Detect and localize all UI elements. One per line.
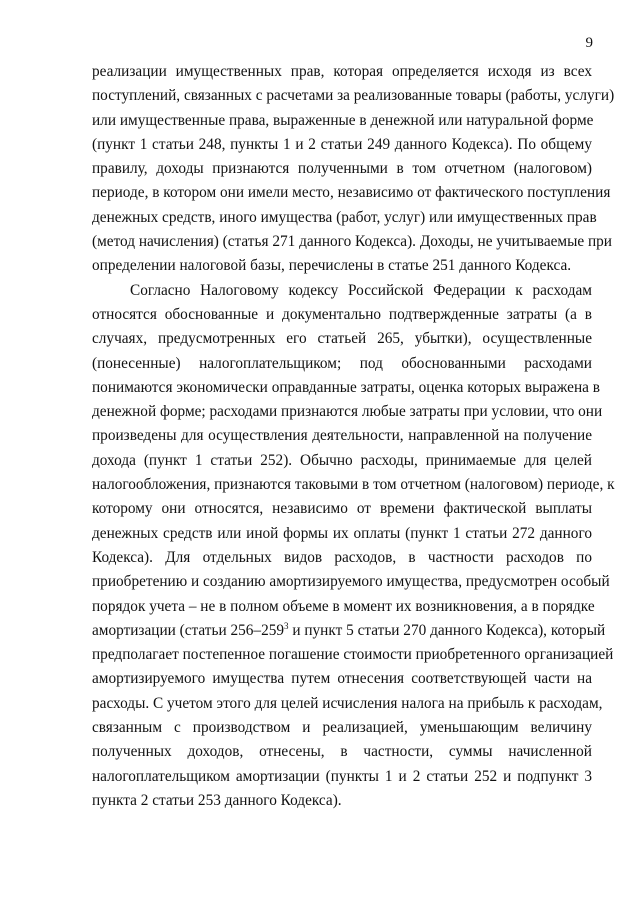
text-line: (метод начисления) (статья 271 данного Кодекса). Доходы, не учитываемые при [92, 233, 612, 251]
superscript: 3 [284, 620, 289, 631]
text-line: налогоплательщиком амортизации (пункты 1 и 2 статьи 252 и подпункт 3 [92, 767, 592, 785]
text-line: периоде, в котором они имели место, независимо от фактического поступления [92, 184, 611, 202]
text-line: порядок учета – не в полном объеме в момент их возникновения, а в порядке [92, 597, 595, 615]
text-line: денежной форме; расходами признаются любые затраты при условии, что они [92, 403, 603, 421]
text-line: произведены для осуществления деятельности, направленной на получение [92, 427, 592, 445]
text-line: денежных средств или иной формы их оплаты (пункт 1 статьи 272 данного [92, 524, 592, 542]
text-line-with-superscript [92, 619, 606, 643]
text-line: относятся обоснованные и документально подтвержденные затраты (а в [92, 305, 592, 323]
text-fragment: амортизации (статьи 256–259 [92, 621, 285, 639]
text-line: амортизируемого имущества путем отнесения соответствующей части на [92, 670, 592, 688]
text-line: денежных средств, иного имущества (работ, услуг) или имущественных прав [92, 208, 597, 226]
text-line: пункта 2 статьи 253 данного Кодекса). [92, 791, 342, 809]
text-line: правилу, доходы признаются полученными в том отчетном (налоговом) [92, 160, 592, 178]
text-line: поступлений, связанных с расчетами за реализованные товары (работы, услуги) [92, 87, 615, 105]
text-fragment: и пункт 5 статьи 270 данного Кодекса), который [288, 621, 606, 639]
paragraph-1 [92, 60, 615, 279]
text-line: которому они относятся, независимо от времени фактической выплаты [92, 500, 592, 518]
text-line: приобретению и созданию амортизируемого имущества, предусмотрен особый [92, 573, 610, 591]
text-line: Кодекса). Для отдельных видов расходов, в частности расходов по [92, 548, 592, 566]
text-line: Согласно Налоговому кодексу Российской Федерации к расходам [130, 281, 592, 299]
page-number: 9 [585, 35, 593, 51]
paragraph-2 [92, 279, 615, 814]
text-line: или имущественные права, выраженные в денежной или натуральной форме [92, 111, 594, 129]
text-line: полученных доходов, отнесены, в частности, суммы начисленной [92, 743, 592, 761]
text-line: расходы. С учетом этого для целей исчисления налога на прибыль к расходам, [92, 694, 603, 712]
text-line: налогообложения, признаются таковыми в том отчетном (налоговом) периоде, к [92, 476, 615, 494]
text-line: (пункт 1 статьи 248, пункты 1 и 2 статьи 249 данного Кодекса). По общему [92, 135, 592, 153]
text-line: случаях, предусмотренных его статьей 265, убытки), осуществленные [92, 330, 592, 348]
text-line: предполагает постепенное погашение стоимости приобретенного организацией [92, 646, 614, 664]
text-line: понимаются экономически оправданные затраты, оценка которых выражена в [92, 378, 600, 396]
text-line: реализации имущественных прав, которая определяется исходя из всех [92, 63, 592, 80]
text-line: определении налоговой базы, перечислены в статье 251 данного Кодекса. [92, 257, 572, 275]
text-line: связанным с производством и реализацией, уменьшающим величину [92, 719, 592, 737]
body-text [92, 60, 615, 813]
text-line: дохода (пункт 1 статьи 252). Обычно расходы, принимаемые для целей [92, 451, 592, 469]
text-line: (понесенные) налогоплательщиком; под обоснованными расходами [92, 354, 592, 372]
